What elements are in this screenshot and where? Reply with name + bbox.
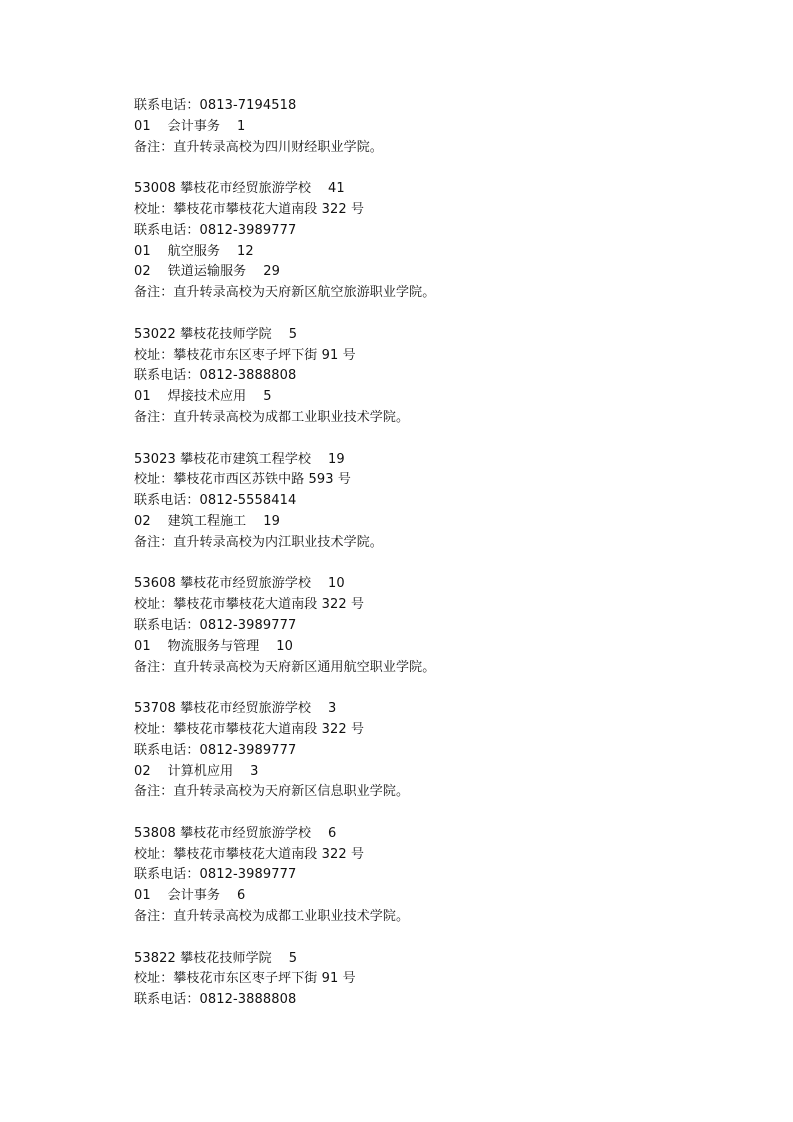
block-spacer: [134, 928, 734, 949]
school-title-line: 53022 攀枝花技师学院 5: [134, 326, 298, 342]
remark-line: 备注：直升转录高校为四川财经职业学院。: [134, 139, 383, 155]
phone-line: 联系电话：0812-3989777: [134, 867, 297, 883]
block-spacer: [134, 554, 734, 575]
remark-line: 备注：直升转录高校为天府新区信息职业学院。: [134, 784, 410, 800]
program-line: 01 航空服务 12: [134, 243, 254, 259]
school-block: [134, 450, 734, 554]
school-block: [134, 179, 734, 304]
address-line: 校址：攀枝花市攀枝花大道南段 322 号: [134, 597, 365, 613]
program-line: 01 物流服务与管理 10: [134, 638, 294, 654]
block-spacer: [134, 678, 734, 699]
phone-line: 联系电话：0812-3989777: [134, 617, 297, 633]
phone-line: 联系电话：0812-3989777: [134, 742, 297, 758]
program-line: 02 建筑工程施工 19: [134, 513, 280, 529]
address-line: 校址：攀枝花市攀枝花大道南段 322 号: [134, 721, 365, 737]
school-block: [134, 96, 734, 158]
school-title-line: 53822 攀枝花技师学院 5: [134, 950, 298, 966]
remark-line: 备注：直升转录高校为成都工业职业技术学院。: [134, 409, 410, 425]
remark-line: 备注：直升转录高校为天府新区航空旅游职业学院。: [134, 285, 436, 301]
block-spacer: [134, 158, 734, 179]
school-title-line: 53708 攀枝花市经贸旅游学校 3: [134, 701, 337, 717]
address-line: 校址：攀枝花市东区枣子坪下街 91 号: [134, 347, 356, 363]
block-spacer: [134, 803, 734, 824]
phone-line: 联系电话：0812-3888808: [134, 992, 297, 1008]
school-block: [134, 949, 734, 1011]
school-block: [134, 699, 734, 803]
program-line: 01 会计事务 6: [134, 888, 246, 904]
remark-line: 备注：直升转录高校为天府新区通用航空职业学院。: [134, 659, 436, 675]
school-title-line: 53608 攀枝花市经贸旅游学校 10: [134, 576, 345, 592]
program-line: 02 铁道运输服务 29: [134, 264, 280, 280]
program-line: 02 计算机应用 3: [134, 763, 259, 779]
block-spacer: [134, 304, 734, 325]
address-line: 校址：攀枝花市西区苏铁中路 593 号: [134, 472, 351, 488]
phone-line: 联系电话：0812-3989777: [134, 222, 297, 238]
school-title-line: 53023 攀枝花市建筑工程学校 19: [134, 451, 345, 467]
school-block: [134, 574, 734, 678]
remark-line: 备注：直升转录高校为成都工业职业技术学院。: [134, 909, 410, 925]
phone-line: 联系电话：0812-5558414: [134, 493, 297, 509]
school-title-line: 53008 攀枝花市经贸旅游学校 41: [134, 181, 345, 197]
school-title-line: 53808 攀枝花市经贸旅游学校 6: [134, 825, 337, 841]
school-block: [134, 824, 734, 928]
phone-line: 联系电话：0812-3888808: [134, 368, 297, 384]
block-spacer: [134, 429, 734, 450]
address-line: 校址：攀枝花市攀枝花大道南段 322 号: [134, 846, 365, 862]
document-body: [134, 96, 734, 1011]
program-line: 01 焊接技术应用 5: [134, 389, 272, 405]
address-line: 校址：攀枝花市东区枣子坪下街 91 号: [134, 971, 356, 987]
remark-line: 备注：直升转录高校为内江职业技术学院。: [134, 534, 383, 550]
phone-line: 联系电话：0813-7194518: [134, 98, 297, 113]
program-line: 01 会计事务 1: [134, 118, 246, 134]
school-block: [134, 325, 734, 429]
address-line: 校址：攀枝花市攀枝花大道南段 322 号: [134, 201, 365, 217]
